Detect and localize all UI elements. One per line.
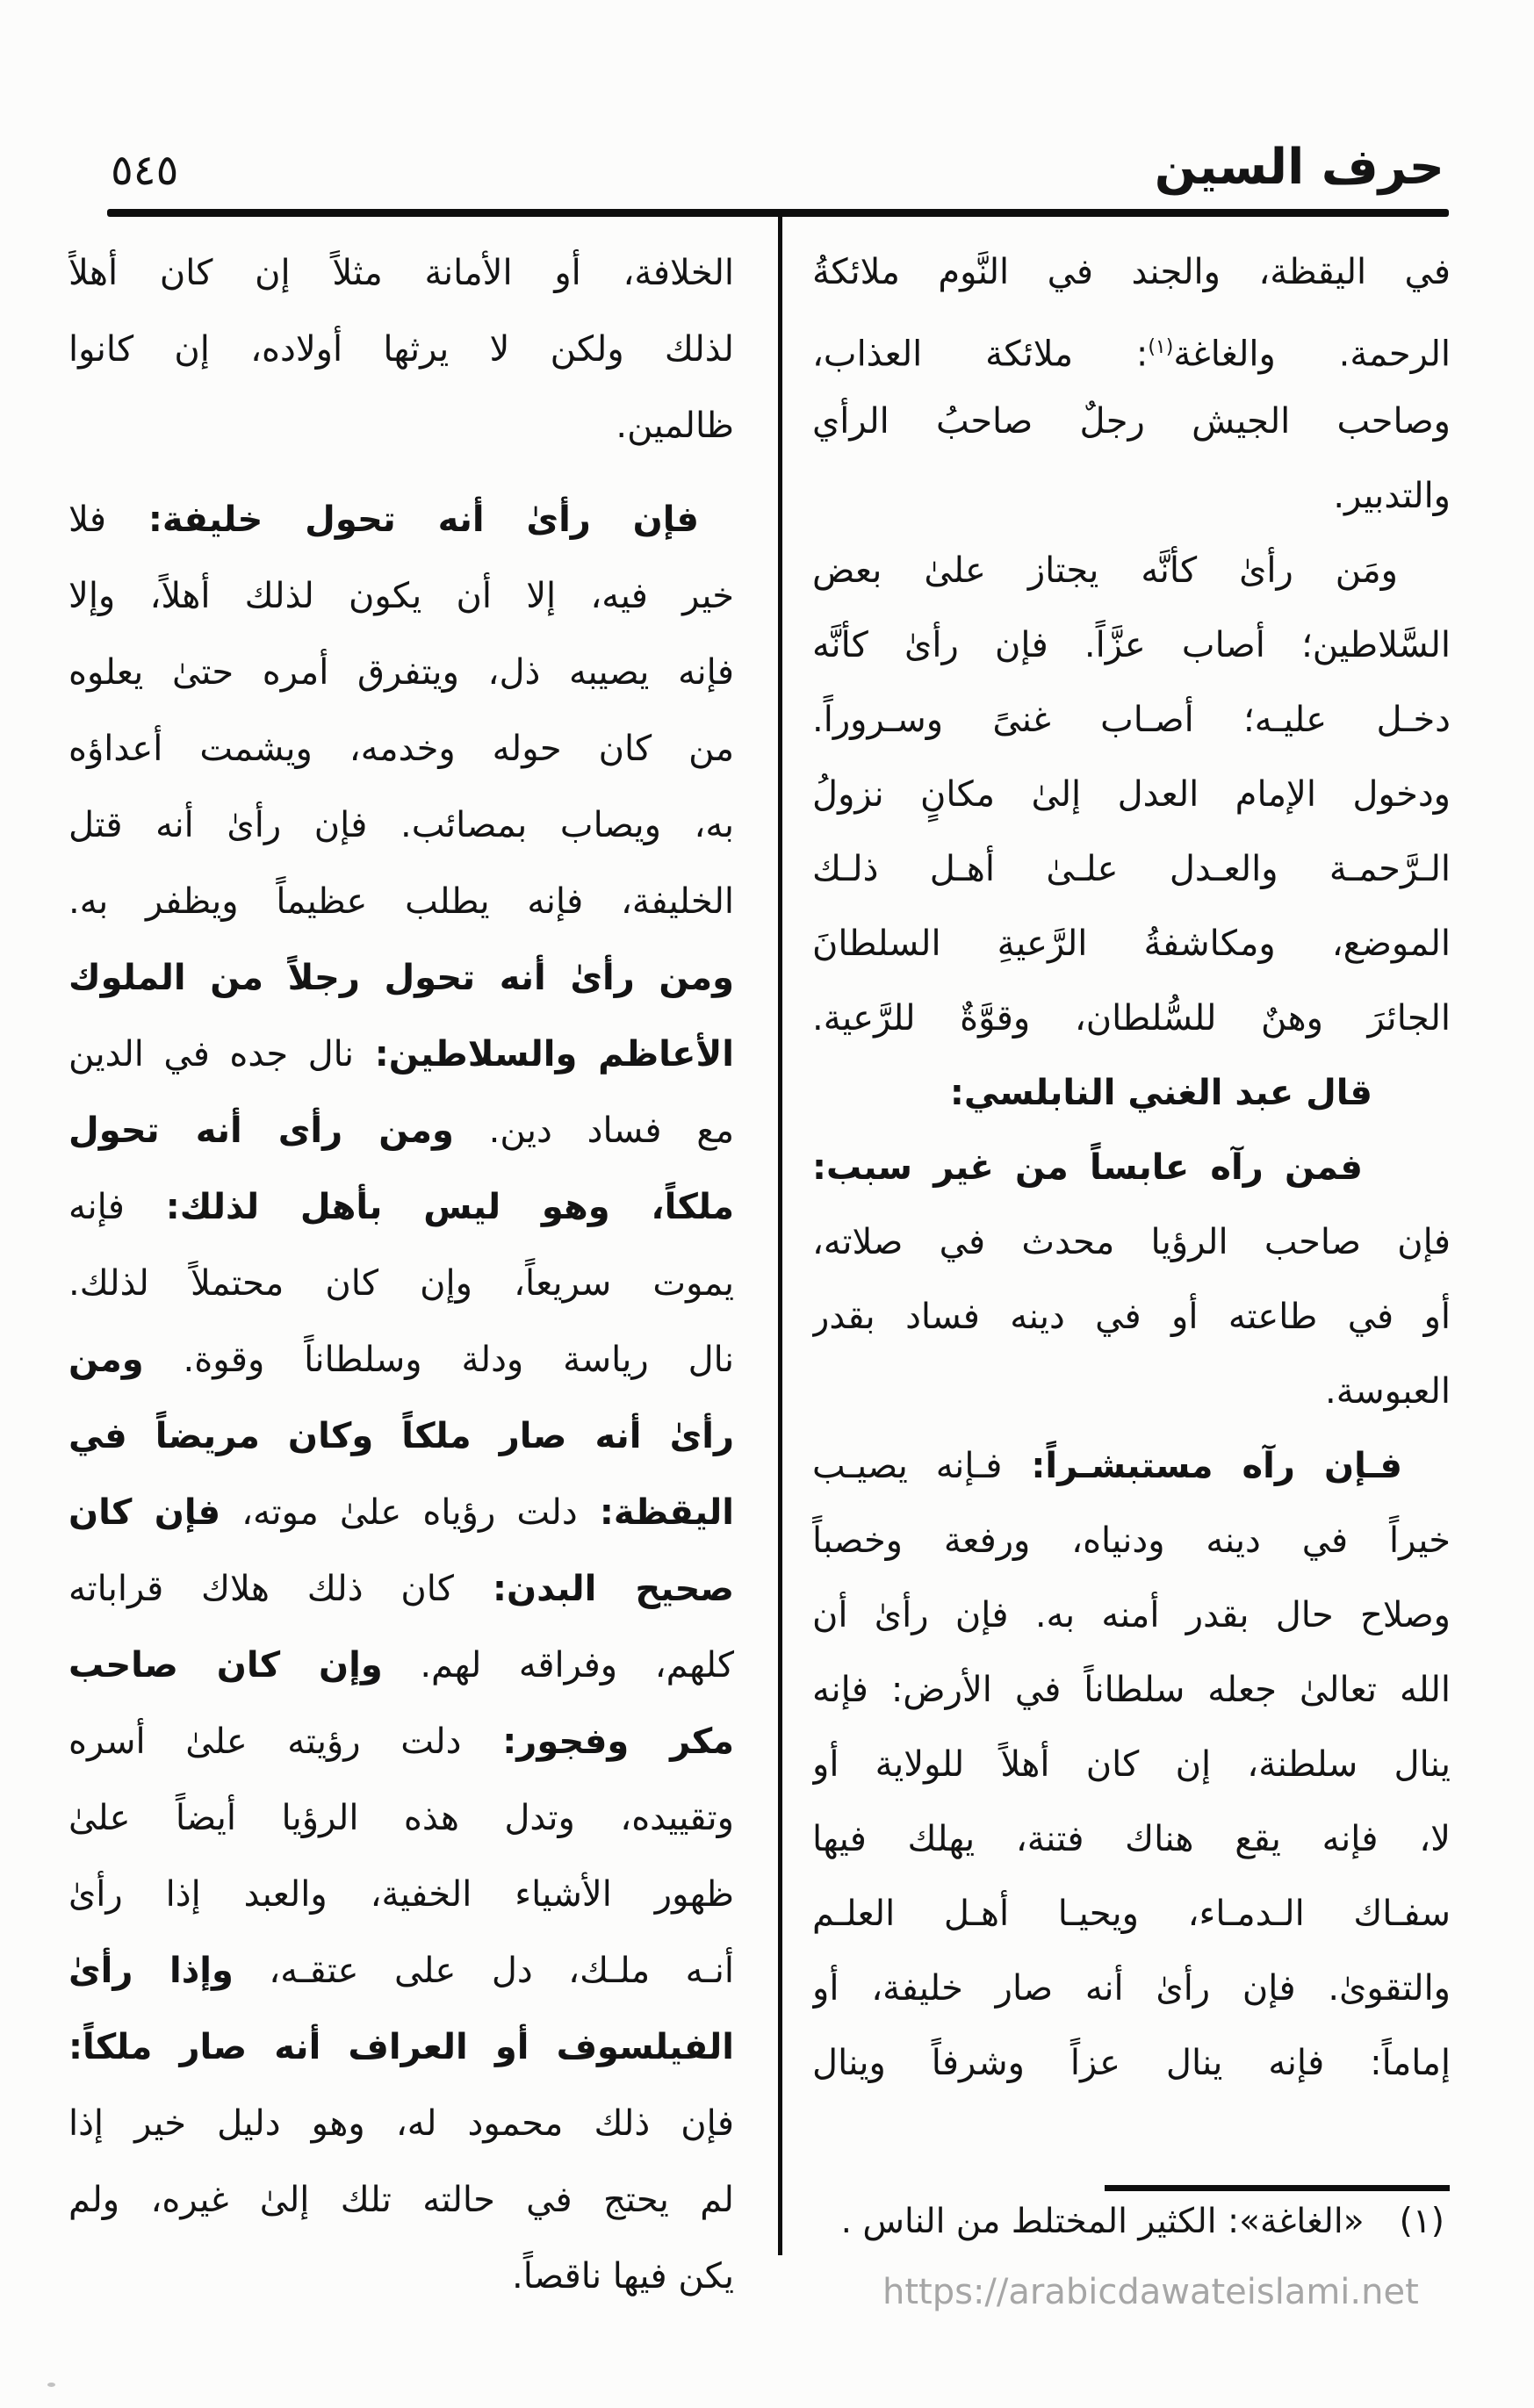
text-segment: فإن ذلك محمود له، وهو دليل خير إذا: [68, 2103, 734, 2144]
text-line: [68, 711, 734, 787]
text-segment: ومن رأى أنه تحول: [68, 1111, 454, 1151]
text-segment: ظهور الأشياء الخفية، والعبد إذا رأىٰ: [68, 1874, 734, 1915]
text-segment: وتقييده، وتدل هذه الرؤيا أيضاً علىٰ: [68, 1798, 734, 1838]
text-line: [68, 1857, 734, 1933]
text-segment: رأىٰ أنه صار ملكاً وكان مريضاً في: [68, 1416, 734, 1456]
text-line: [68, 1628, 734, 1704]
column-divider: [778, 217, 782, 2255]
text-segment: الجائرَ وهنٌ للسُّلطان، وقوَّةٌ للرَّعية.: [812, 998, 1451, 1039]
text-line: [812, 2026, 1451, 2101]
text-line: [68, 482, 734, 558]
text-line: [812, 385, 1451, 459]
text-line: [68, 1475, 734, 1551]
footnote-text: «الغاغة»: الكثير المختلط من الناس .: [840, 2202, 1365, 2241]
text-segment: وإن كان صاحب: [68, 1645, 383, 1686]
text-line: [812, 310, 1451, 385]
text-line: [812, 608, 1451, 683]
text-line: [812, 534, 1451, 608]
text-segment: مع فساد دين.: [453, 1111, 734, 1151]
text-line: [68, 1704, 734, 1780]
watermark-url: https://arabicdawateislami.net: [882, 2272, 1419, 2312]
text-line: [812, 235, 1451, 310]
text-segment: الرحمة. والغاغة: [1173, 334, 1451, 375]
text-line: [68, 635, 734, 711]
text-line: [68, 2009, 734, 2086]
text-line: [68, 1780, 734, 1857]
text-segment: وإذا رأىٰ: [68, 1951, 234, 1991]
text-segment: نال جده في الدين: [68, 1034, 354, 1075]
text-segment: وصاحب الجيش رجلٌ صاحبُ الرأي: [812, 401, 1451, 442]
text-segment: دلت رؤيته علىٰ أسره: [68, 1722, 462, 1762]
text-segment: الأعاظم والسلاطين:: [353, 1034, 734, 1075]
text-line: [812, 1952, 1451, 2026]
text-segment: صحيح البدن:: [453, 1569, 734, 1609]
text-segment: يكن فيها ناقصاً.: [512, 2256, 734, 2297]
text-line: [812, 683, 1451, 758]
text-segment: اليقظة:: [577, 1492, 734, 1533]
text-segment: الخليفة، فإنه يطلب عظيماً ويظفر به.: [68, 881, 734, 922]
text-line: [68, 312, 734, 388]
text-segment: فإن صاحب الرؤيا محدث في صلاته،: [812, 1222, 1451, 1262]
text-line: [812, 1578, 1451, 1653]
text-segment: وصلاح حال بقدر أمنه به. فإن رأىٰ أن: [812, 1595, 1451, 1635]
text-segment: والتدبير.: [1333, 476, 1451, 516]
text-line: [812, 1653, 1451, 1728]
text-segment: والتقوىٰ. فإن رأىٰ أنه صار خليفة، أو: [812, 1968, 1451, 2009]
text-segment: دلت رؤياه علىٰ موته،: [220, 1492, 578, 1533]
text-segment: : ملائكة العذاب،: [812, 334, 1149, 375]
text-segment: فـإنه يصيـب: [812, 1446, 1003, 1486]
text-line: [812, 1877, 1451, 1952]
text-segment: كلهم، وفراقه لهم.: [382, 1645, 734, 1686]
text-line: [812, 1504, 1451, 1578]
text-line: [68, 1551, 734, 1628]
text-segment: فلا: [68, 500, 106, 540]
text-segment: إماماً: فإنه ينال عزاً وشرفاً وينال: [812, 2043, 1451, 2083]
text-line: [812, 459, 1451, 534]
text-line: [812, 1205, 1451, 1280]
text-line: [812, 758, 1451, 832]
text-segment: أو في طاعته أو في دينه فساد بقدر: [812, 1297, 1451, 1337]
footnote-marker: (١): [1399, 2202, 1444, 2241]
text-segment: فإن كان: [68, 1492, 221, 1533]
text-line: [68, 1017, 734, 1093]
text-line: [68, 235, 734, 312]
footnote-reference: (١): [1148, 336, 1174, 358]
text-line: [812, 1131, 1451, 1205]
text-segment: الموضع، ومكاشفةُ الرَّعيةِ السلطانَ: [812, 924, 1451, 964]
text-segment: خيراً في دينه ودنياه، ورفعة وخصباً: [812, 1520, 1451, 1561]
text-segment: أنـه ملـك، دل على عتقـه،: [233, 1951, 734, 1991]
text-line: [68, 2162, 734, 2239]
text-line: [68, 940, 734, 1017]
text-segment: فمن رآه عابساً من غير سبب:: [812, 1147, 1363, 1188]
footnote: [841, 2202, 1444, 2241]
text-segment: فـإن رآه مستبشـراً:: [1002, 1446, 1402, 1486]
text-segment: لا، فإنه يقع هناك فتنة، يهلك فيها: [812, 1819, 1451, 1859]
text-segment: فإن رأىٰ أنه تحول خليفة:: [106, 500, 699, 540]
text-segment: لذلك ولكن لا يرثها أولاده، إن كانوا: [68, 329, 734, 370]
text-segment: ومن: [68, 1340, 144, 1380]
scan-speck: [47, 2383, 55, 2387]
text-line: [812, 1056, 1451, 1131]
text-segment: الفيلسوف أو العراف أنه صار ملكاً:: [68, 2027, 734, 2067]
text-segment: السَّلاطين؛ أصاب عزَّاً. فإن رأىٰ كأنَّه: [812, 625, 1451, 665]
text-line: [68, 2239, 734, 2315]
text-segment: ومن رأىٰ أنه تحول رجلاً من الملوك: [68, 958, 734, 998]
column-right: [812, 235, 1451, 2101]
text-line: [68, 864, 734, 940]
text-line: [68, 1933, 734, 2009]
footnote-rule: [1105, 2185, 1450, 2191]
text-segment: مكر وفجور:: [461, 1722, 734, 1762]
text-line: [68, 1169, 734, 1246]
text-segment: خير فيه، إلا أن يكون لذلك أهلاً، وإلا: [68, 576, 734, 616]
text-segment: قال عبد الغني النابلسي:: [949, 1073, 1372, 1113]
text-line: [812, 907, 1451, 981]
text-line: [68, 2086, 734, 2162]
text-line: [812, 1355, 1451, 1429]
text-segment: الخلافة، أو الأمانة مثلاً إن كان أهلاً: [68, 253, 734, 293]
text-line: [68, 558, 734, 635]
text-segment: من كان حوله وخدمه، ويشمت أعداؤه: [68, 729, 734, 769]
text-segment: العبوسة.: [1324, 1371, 1451, 1412]
text-segment: نال رياسة ودلة وسلطاناً وقوة.: [143, 1340, 734, 1380]
text-line: [68, 1093, 734, 1169]
text-segment: كان ذلك هلاك قراباته: [68, 1569, 454, 1609]
text-line: [68, 1398, 734, 1475]
text-line: [812, 1728, 1451, 1802]
header-rule: [107, 209, 1449, 217]
text-segment: سفـاك الـدمـاء، ويحيـا أهـل العلـم: [812, 1894, 1451, 1934]
text-segment: ظالمين.: [616, 406, 734, 446]
text-segment: به، ويصاب بمصائب. فإن رأىٰ أنه قتل: [68, 805, 734, 845]
column-left: [68, 235, 734, 2315]
text-line: [68, 1322, 734, 1398]
text-segment: فإنه يصيبه ذل، ويتفرق أمره حتىٰ يعلوه: [68, 652, 734, 693]
text-line: [812, 1280, 1451, 1355]
text-segment: الـرَّحمـة والعـدل علـىٰ أهـل ذلـك: [812, 849, 1451, 889]
text-segment: ومَن رأىٰ كأنَّه يجتاز علىٰ بعض: [812, 550, 1398, 591]
text-line: [812, 1802, 1451, 1877]
page-number: ٥٤٥: [111, 146, 179, 195]
text-segment: دخـل عليـه؛ أصـاب غنىً وسـروراً.: [812, 700, 1451, 740]
text-line: [68, 388, 734, 464]
text-line: [812, 1429, 1451, 1504]
text-line: [812, 832, 1451, 907]
text-segment: ودخول الإمام العدل إلىٰ مكانٍ نزولُ: [812, 774, 1451, 815]
page-title: حرف السين: [1154, 139, 1444, 196]
text-segment: ملكاً، وهو ليس بأهل لذلك:: [124, 1187, 734, 1227]
text-segment: ينال سلطنة، إن كان أهلاً للولاية أو: [812, 1744, 1451, 1785]
text-line: [812, 981, 1451, 1056]
text-segment: يموت سريعاً، وإن كان محتملاً لذلك.: [68, 1263, 734, 1304]
text-segment: فإنه: [68, 1187, 125, 1227]
text-segment: في اليقظة، والجند في النَّوم ملائكةُ: [812, 252, 1451, 292]
text-line: [68, 1246, 734, 1322]
text-line: [68, 787, 734, 864]
text-segment: لم يحتج في حالته تلك إلىٰ غيره، ولم: [68, 2180, 734, 2220]
text-segment: الله تعالىٰ جعله سلطاناً في الأرض: فإنه: [812, 1670, 1451, 1710]
